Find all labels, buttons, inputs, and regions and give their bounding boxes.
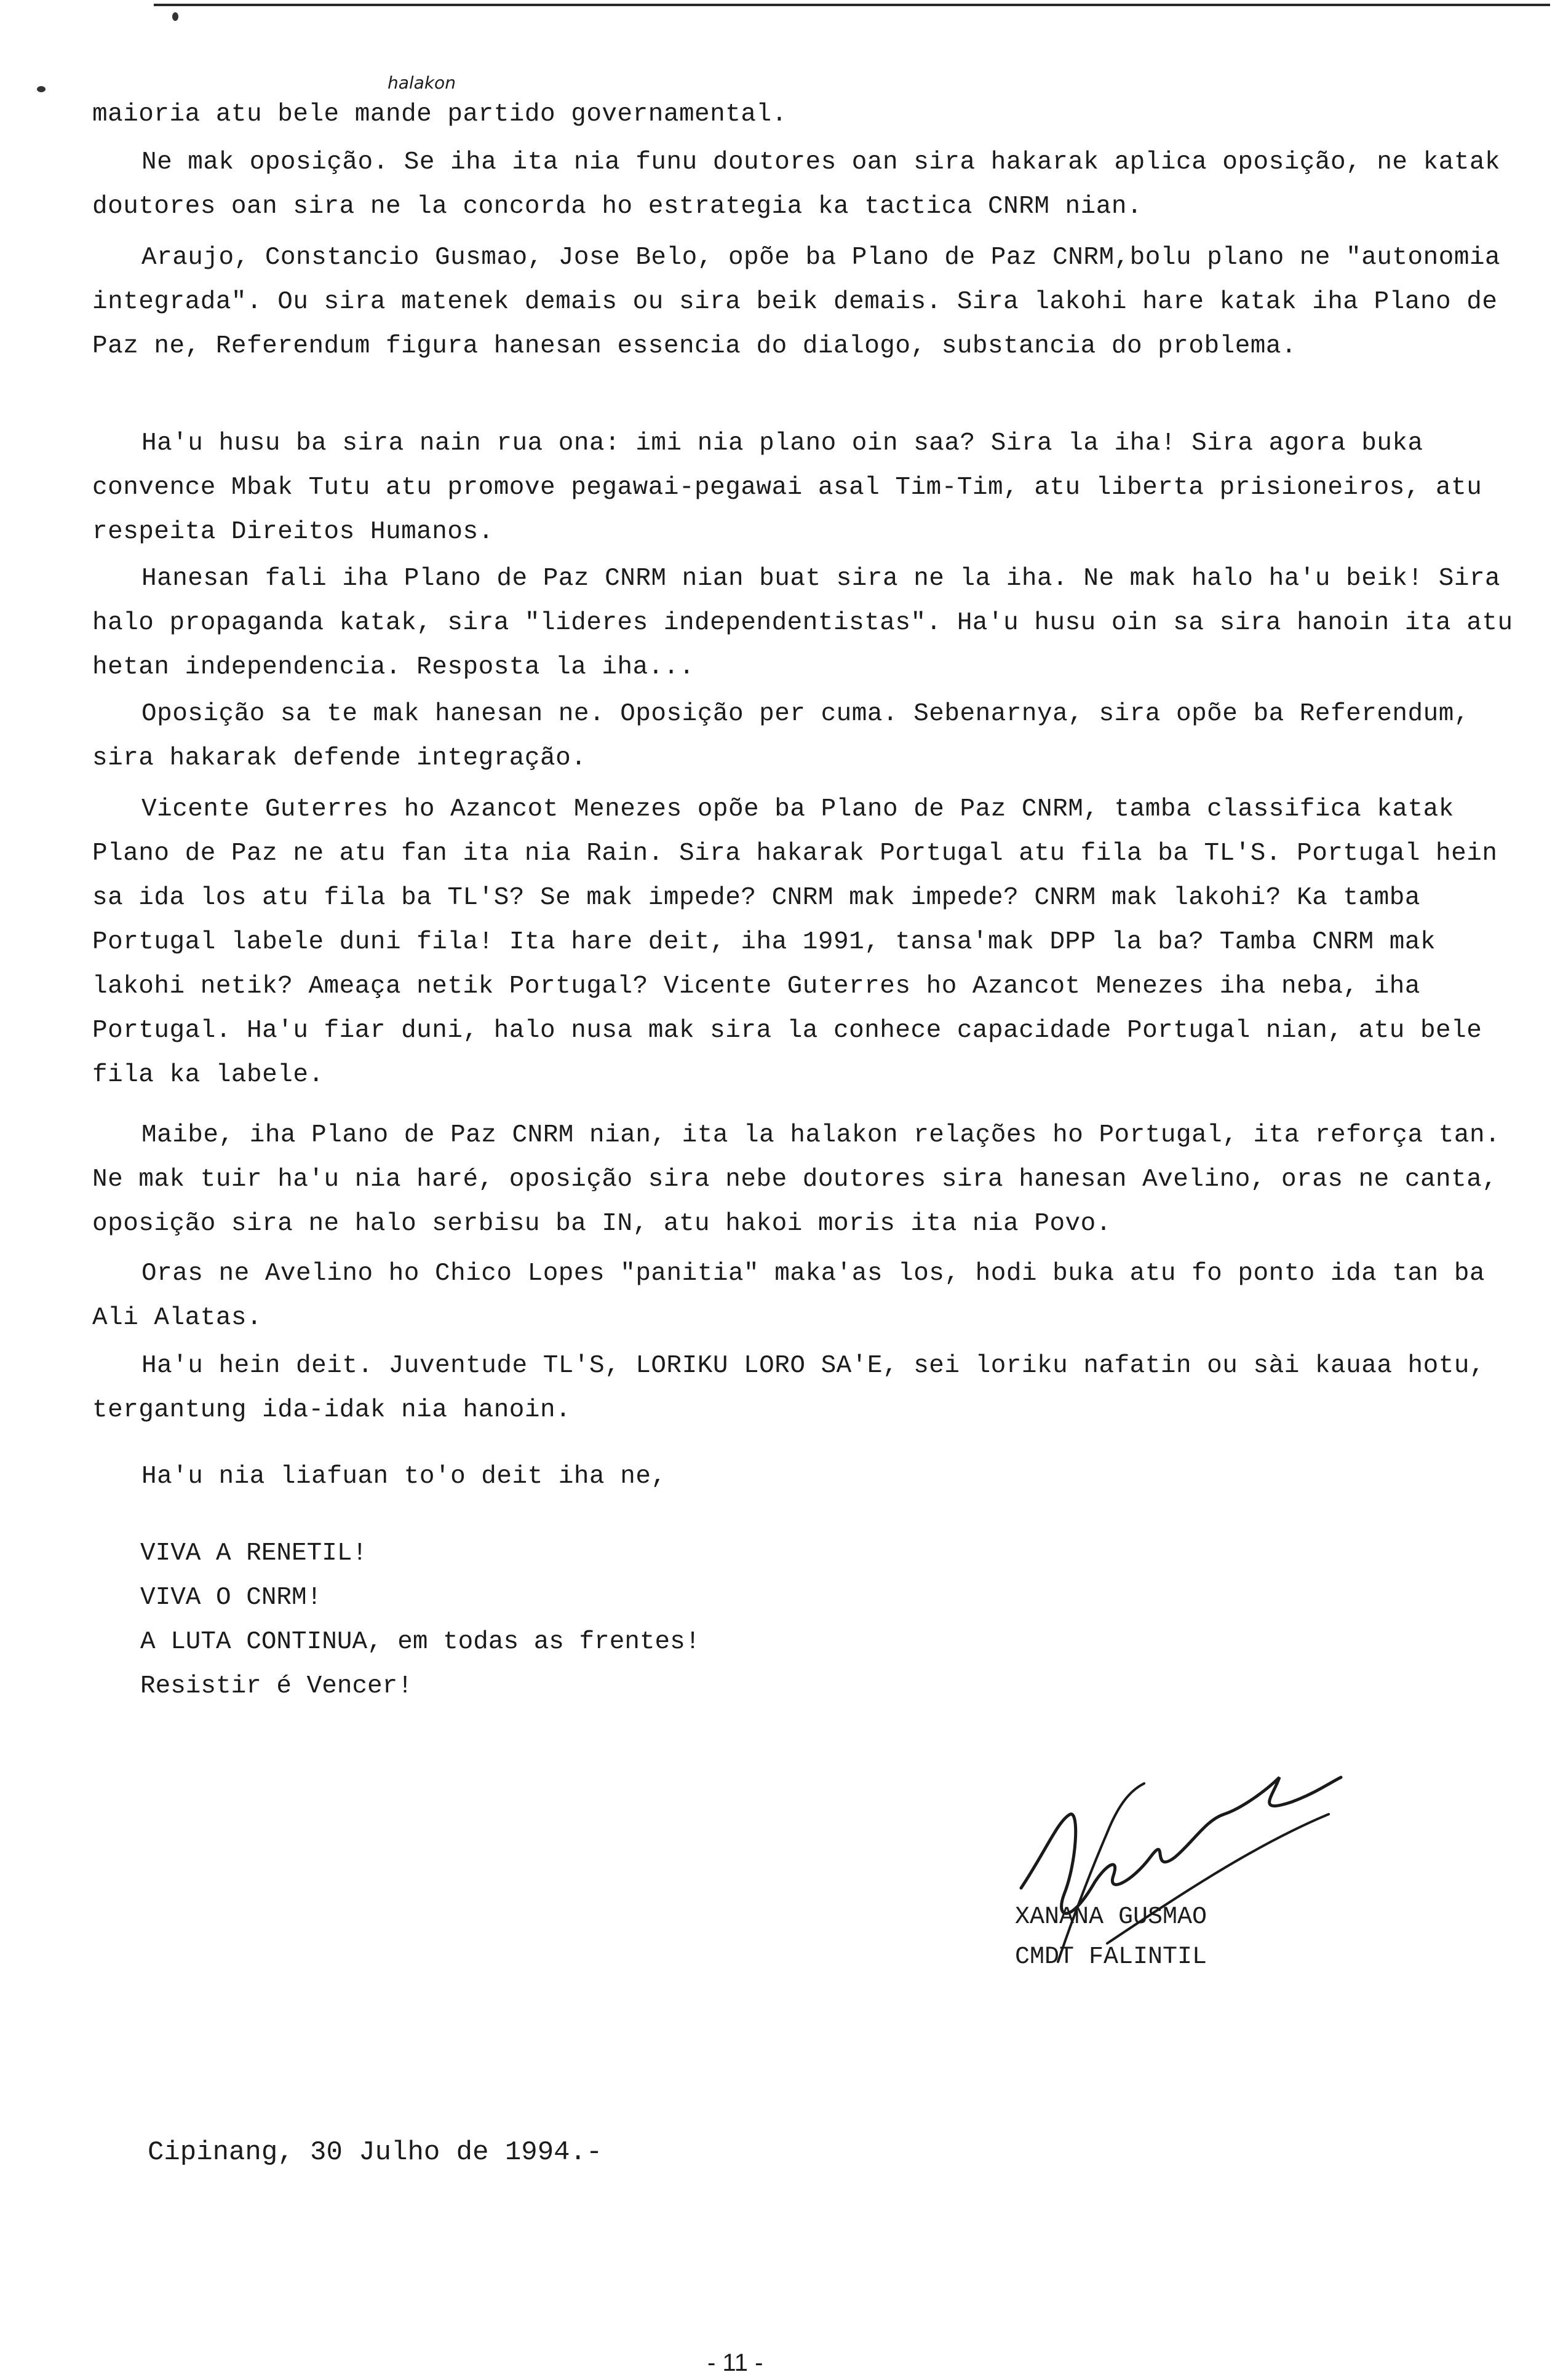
paragraph-8: Maibe, iha Plano de Paz CNRM nian, ita la halakon relações ho Portugal, ita reforça tan. Ne mak tuir ha'u nia haré, oposição sira nebe doutores sira hanesan Avelino, oras ne canta, oposição sira ne halo serbisu ba IN, atu hakoi moris ita nia Povo. (92, 1121, 1516, 1238)
paragraph-11: Ha'u nia liafuan to'o deit iha ne, (141, 1462, 667, 1491)
closing-line-3: A LUTA CONTINUA, em todas as frentes! (140, 1628, 701, 1656)
scan-speck (172, 12, 178, 21)
closing-line-1: VIVA A RENETIL! (140, 1539, 368, 1568)
paragraph-10: Ha'u hein deit. Juventude TL'S, LORIKU LORO SA'E, sei loriku nafatin ou sài kauaa hotu, tergantung ida-idak nia hanoin. (92, 1352, 1501, 1424)
scan-speck (37, 86, 46, 92)
paragraph-3: Araujo, Constancio Gusmao, Jose Belo, opõe ba Plano de Paz CNRM,bolu plano ne "autonomia integrada". Ou sira matenek demais ou sira beik demais. Sira lakohi hare katak iha Plano de Paz ne, Referendum figura hanesan essencia do dialogo, substancia do problema. (92, 244, 1516, 360)
signature-block (947, 1740, 1378, 2023)
paragraph-1: maioria atu bele mande partido governamental. (92, 100, 787, 129)
place-date: Cipinang, 30 Julho de 1994.- (148, 2137, 603, 2168)
paragraph-9: Oras ne Avelino ho Chico Lopes "panitia" maka'as los, hodi buka atu fo ponto ida tan ba Ali Alatas. (92, 1259, 1501, 1332)
signature-title: CMDT FALINTIL (1015, 1943, 1207, 1971)
paragraph-5: Hanesan fali iha Plano de Paz CNRM nian buat sira ne la iha. Ne mak halo ha'u beik! Sira halo propaganda katak, sira "lideres independentistas". Ha'u husu oin sa sira hanoin ita atu hetan independencia. Resposta la iha... (92, 565, 1529, 681)
closing-line-2: VIVA O CNRM! (140, 1584, 322, 1612)
closing-line-4: Resistir é Vencer! (140, 1672, 413, 1700)
handwritten-signature (947, 1740, 1378, 2023)
signature-name: XANANA GUSMAO (1015, 1903, 1207, 1931)
paragraph-4: Ha'u husu ba sira nain rua ona: imi nia plano oin saa? Sira la iha! Sira agora buka convence Mbak Tutu atu promove pegawai-pegawai asal Tim-Tim, atu liberta prisioneiros, atu respeita Direitos Humanos. (92, 429, 1498, 546)
page-number: - 11 - (707, 2349, 763, 2376)
handwritten-correction: halakon (388, 73, 456, 93)
paragraph-6: Oposição sa te mak hanesan ne. Oposição per cuma. Sebenarnya, sira opõe ba Referendum, sira hakarak defende integração. (92, 700, 1485, 772)
paragraph-7: Vicente Guterres ho Azancot Menezes opõe ba Plano de Paz CNRM, tamba classifica katak Plano de Paz ne atu fan ita nia Rain. Sira hakarak Portugal atu fila ba TL'S. Portugal hein sa ida los atu fila ba TL'S? Se mak impede? CNRM mak impede? CNRM mak lakohi? Ka tamba Portugal labele duni fila! Ita hare deit, iha 1991, tansa'mak DPP la ba? Tamba CNRM mak lakohi netik? Ameaça netik Portugal? Vicente Guterres ho Azancot Menezes iha neba, iha Portugal. Ha'u fiar duni, halo nusa mak sira la conhece capacidade Portugal nian, atu bele fila ka labele. (92, 795, 1513, 1089)
top-edge-line (154, 4, 1550, 6)
paragraph-2: Ne mak oposição. Se iha ita nia funu doutores oan sira hakarak aplica oposição, ne katak doutores oan sira ne la concorda ho estrategia ka tactica CNRM nian. (92, 148, 1516, 221)
